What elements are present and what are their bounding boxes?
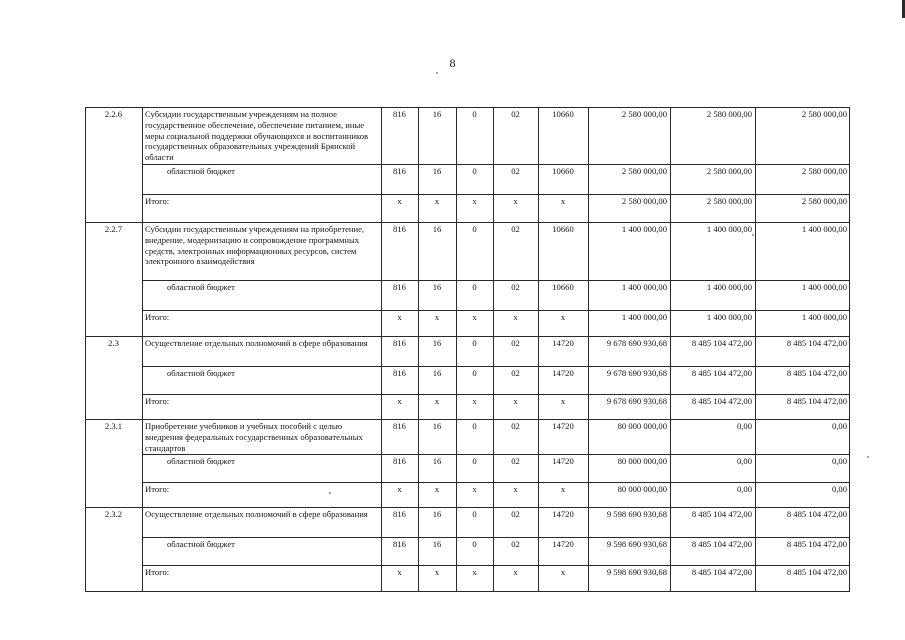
grbs-code: x [397,196,402,206]
scan-speck [867,456,869,458]
row-description: Субсидии государственным учреждениям на приобретение, внедрение, модернизацию и сопровождение программных средств, электронных информационных ресурсов, систем электронного взаимодействия [145,224,365,267]
row-description: Субсидии государственным учреждениям на полное государственное обеспечение, обеспечение питанием, иные меры социальной поддержки обучающихся и воспитанников государственных образовательных учреждений Брянской области [145,109,369,163]
sum-year-2: 2 580 000,00 [706,109,752,119]
sum-year-2: 0,00 [736,421,752,431]
sum-year-1: 9 678 690 930,68 [606,338,667,348]
grbs-code: 816 [393,509,406,519]
row-divider [142,194,850,195]
sum-year-3: 0,00 [831,484,847,494]
target-code: 14720 [552,338,574,348]
row-divider [85,336,850,337]
program-code: x [513,196,518,206]
row-number: 2.3.2 [104,509,123,519]
table-row-item [85,222,850,280]
row-divider [142,454,850,455]
program-code: x [513,484,518,494]
sum-year-3: 1 400 000,00 [801,224,847,234]
target-code: 10660 [552,224,574,234]
row-description: Осуществление отдельных полномочий в сфере образования [145,509,368,519]
column-divider [418,107,419,591]
row-description: Итого: [145,484,170,494]
row-divider [142,482,850,483]
row-description: областной бюджет [167,368,235,378]
sum-year-3: 2 580 000,00 [801,109,847,119]
column-divider [849,107,850,591]
table-row-total [85,482,850,507]
grbs-code: x [397,484,402,494]
section-code: 16 [432,166,442,176]
row-description: Итого: [145,196,170,206]
sum-year-3: 0,00 [831,456,847,466]
table-row-total [85,310,850,336]
grbs-code: 816 [393,224,406,234]
row-divider [142,565,850,566]
section-code: 16 [432,224,442,234]
program-code: 02 [511,368,520,378]
sum-year-1: 1 400 000,00 [621,282,667,292]
target-code: x [560,567,566,577]
section-code: x [434,312,440,322]
subsection-code: x [472,567,477,577]
section-code: x [434,567,440,577]
row-divider [142,394,850,395]
subsection-code: 0 [472,338,477,348]
sum-year-3: 8 485 104 472,00 [786,368,847,378]
row-divider [142,164,850,165]
section-code: x [434,484,440,494]
row-divider [85,222,850,223]
row-divider [142,366,850,367]
section-code: 16 [432,421,442,431]
sum-year-1: 2 580 000,00 [621,166,667,176]
table-row-source [85,164,850,194]
sum-year-2: 0,00 [736,484,752,494]
target-code: 14720 [552,421,574,431]
row-description: областной бюджет [167,282,235,292]
sum-year-1: 1 400 000,00 [621,224,667,234]
grbs-code: 816 [393,368,406,378]
scan-speck [329,492,331,494]
subsection-code: 0 [472,109,477,119]
target-code: 10660 [552,166,574,176]
row-number: 2.2.7 [104,224,123,234]
section-code: 16 [432,539,442,549]
sum-year-3: 1 400 000,00 [801,282,847,292]
column-divider [670,107,671,591]
column-divider [456,107,457,591]
row-description: областной бюджет [167,166,235,176]
subsection-code: x [472,312,477,322]
sum-year-2: 0,00 [736,456,752,466]
sum-year-1: 2 580 000,00 [621,196,667,206]
sum-year-3: 0,00 [831,421,847,431]
column-divider [142,107,143,591]
sum-year-3: 8 485 104 472,00 [786,509,847,519]
program-code: x [513,312,518,322]
row-number: 2.3.1 [104,421,123,431]
table-row-item [85,419,850,454]
sum-year-2: 8 485 104 472,00 [691,539,752,549]
sum-year-2: 1 400 000,00 [706,282,752,292]
section-code: 16 [432,456,442,466]
table-row-item [85,336,850,366]
target-code: x [560,484,566,494]
grbs-code: 816 [393,109,406,119]
table-row-source [85,454,850,482]
column-divider [538,107,539,591]
column-divider [85,107,86,591]
sum-year-1: 1 400 000,00 [621,312,667,322]
sum-year-2: 1 400 000,00 [706,224,752,234]
sum-year-2: 8 485 104 472,00 [691,368,752,378]
page-number: 8 [449,56,456,70]
target-code: x [560,312,566,322]
table-row-total [85,394,850,419]
program-code: 02 [511,456,520,466]
sum-year-2: 8 485 104 472,00 [691,567,752,577]
subsection-code: 0 [472,456,477,466]
sum-year-2: 8 485 104 472,00 [691,509,752,519]
sum-year-2: 8 485 104 472,00 [691,338,752,348]
row-divider [142,280,850,281]
table-row-item [85,507,850,537]
sum-year-1: 80 000 000,00 [617,484,667,494]
sum-year-2: 1 400 000,00 [706,312,752,322]
sum-year-3: 2 580 000,00 [801,196,847,206]
target-code: 10660 [552,282,574,292]
table-row-total [85,194,850,222]
subsection-code: 0 [472,282,477,292]
section-code: 16 [432,109,442,119]
row-description: Итого: [145,567,170,577]
budget-table [85,107,850,583]
program-code: 02 [511,338,520,348]
grbs-code: 816 [393,166,406,176]
section-code: 16 [432,282,442,292]
subsection-code: 0 [472,224,477,234]
target-code: 14720 [552,368,574,378]
row-description: Осуществление отдельных полномочий в сфере образования [145,338,368,348]
row-divider [85,419,850,420]
row-divider [85,107,850,108]
row-number: 2.2.6 [104,109,123,119]
section-code: 16 [432,368,442,378]
table-row-source [85,280,850,310]
sum-year-1: 9 678 690 930,68 [606,368,667,378]
section-code: 16 [432,509,442,519]
sum-year-1: 80 000 000,00 [617,421,667,431]
program-code: 02 [511,224,520,234]
table-row-source [85,537,850,565]
row-divider [142,537,850,538]
program-code: 02 [511,282,520,292]
grbs-code: x [397,396,402,406]
table-row-total [85,565,850,591]
target-code: 14720 [552,539,574,549]
row-description: областной бюджет [167,456,235,466]
scan-speck [436,72,438,74]
sum-year-3: 1 400 000,00 [801,312,847,322]
program-code: 02 [511,509,520,519]
table-bottom-border [85,591,850,592]
subsection-code: 0 [472,368,477,378]
sum-year-2: 8 485 104 472,00 [691,396,752,406]
column-divider [493,107,494,591]
grbs-code: 816 [393,456,406,466]
program-code: x [513,396,518,406]
subsection-code: x [472,396,477,406]
grbs-code: x [397,567,402,577]
scan-speck [752,234,754,236]
row-description: областной бюджет [167,539,235,549]
sum-year-3: 8 485 104 472,00 [786,396,847,406]
subsection-code: x [472,484,477,494]
sum-year-2: 2 580 000,00 [706,166,752,176]
target-code: x [560,196,566,206]
row-divider [142,310,850,311]
grbs-code: 816 [393,282,406,292]
target-code: x [560,396,566,406]
sum-year-3: 8 485 104 472,00 [786,338,847,348]
sum-year-3: 8 485 104 472,00 [786,539,847,549]
grbs-code: x [397,312,402,322]
subsection-code: 0 [472,509,477,519]
row-description: Приобретение учебников и учебных пособий с целью внедрения федеральных государственных образовательных стандартов [145,421,363,453]
subsection-code: 0 [472,539,477,549]
column-divider [381,107,382,591]
sum-year-1: 80 000 000,00 [617,456,667,466]
section-code: x [434,396,440,406]
grbs-code: 816 [393,421,406,431]
row-number: 2.3 [108,338,119,348]
sum-year-3: 2 580 000,00 [801,166,847,176]
sum-year-2: 2 580 000,00 [706,196,752,206]
section-code: 16 [432,338,442,348]
program-code: 02 [511,166,520,176]
section-code: x [434,196,440,206]
subsection-code: x [472,196,477,206]
program-code: 02 [511,539,520,549]
column-divider [755,107,756,591]
program-code: 02 [511,421,520,431]
grbs-code: 816 [393,539,406,549]
sum-year-1: 9 678 690 930,68 [606,396,667,406]
sum-year-1: 9 598 690 930,68 [606,509,667,519]
sum-year-3: 8 485 104 472,00 [786,567,847,577]
sum-year-1: 9 598 690 930,68 [606,567,667,577]
target-code: 10660 [552,109,574,119]
column-divider [588,107,589,591]
row-description: Итого: [145,396,170,406]
table-row-item [85,107,850,164]
subsection-code: 0 [472,421,477,431]
table-row-source [85,366,850,394]
row-description: Итого: [145,312,170,322]
sum-year-1: 2 580 000,00 [621,109,667,119]
row-divider [85,507,850,508]
program-code: 02 [511,109,520,119]
grbs-code: 816 [393,338,406,348]
sum-year-1: 9 598 690 930,68 [606,539,667,549]
program-code: x [513,567,518,577]
target-code: 14720 [552,509,574,519]
target-code: 14720 [552,456,574,466]
subsection-code: 0 [472,166,477,176]
